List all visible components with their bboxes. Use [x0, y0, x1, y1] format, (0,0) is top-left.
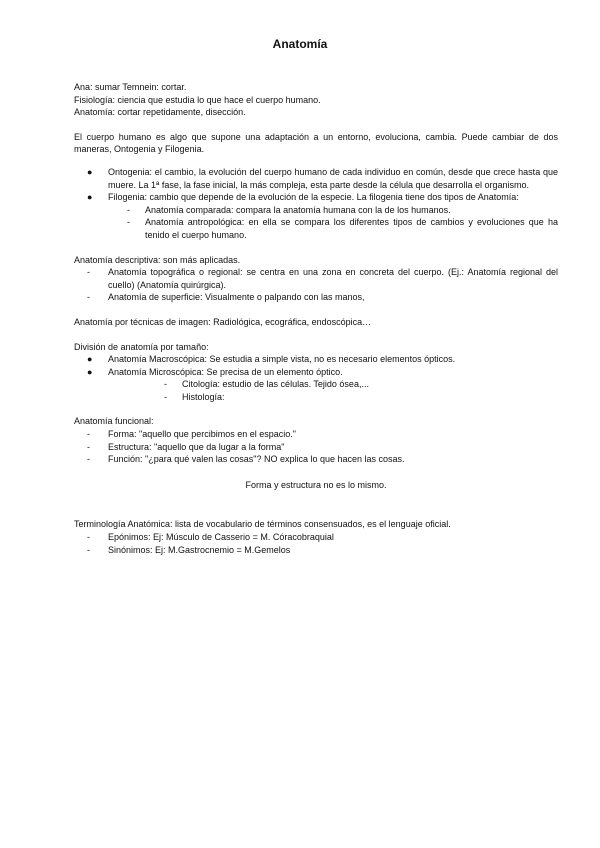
- dash-icon: -: [87, 532, 90, 543]
- dash-icon: -: [87, 441, 90, 452]
- list-item-text: Ontogenia: el cambio, la evolución del cuerpo humano de cada individuo en común, desde que crece hasta que muere. La 1ª fase, la fase inicial, la más compleja, esta parte desde la célula que desarrolla el organismo.: [108, 166, 558, 190]
- list-item: [74, 544, 558, 557]
- list-item: [74, 428, 558, 441]
- list-item: [74, 166, 558, 191]
- dash-icon: -: [127, 217, 130, 228]
- list-item: [74, 453, 558, 466]
- descriptiva-list: [74, 266, 558, 304]
- list-item-text: Anatomía Microscópica: Se precisa de un elemento óptico.: [108, 366, 343, 377]
- list-item: [74, 378, 558, 391]
- dash-icon: -: [87, 429, 90, 440]
- dash-icon: -: [87, 267, 90, 278]
- list-item-text: Epónimos: Ej: Músculo de Casserio = M. Córacobraquial: [108, 532, 334, 543]
- funcional-list: [74, 428, 558, 466]
- list-item: [74, 291, 558, 304]
- intro-line: Fisiología: ciencia que estudia lo que hace el cuerpo humano.: [74, 94, 321, 105]
- micro-sub-list: [74, 378, 558, 403]
- dash-icon: -: [164, 391, 167, 402]
- dash-icon: -: [87, 544, 90, 555]
- bullet-list: [74, 166, 558, 204]
- bullet-icon: ●: [87, 166, 93, 177]
- list-item-text: Anatomía Macroscópica: Se estudia a simple vista, no es necesario elementos ópticos.: [108, 354, 456, 365]
- intro-line: Anatomía: cortar repetidamente, disección.: [74, 107, 246, 118]
- bullet-icon: ●: [87, 354, 93, 365]
- section-heading: División de anatomía por tamaño:: [74, 341, 209, 352]
- list-item-text: Anatomía antropológica: en ella se compara los diferentes tipos de cambios y evoluciones que ha tenido el cuerpo humano.: [145, 217, 558, 240]
- section-heading: Anatomía funcional:: [74, 416, 154, 427]
- list-item: [74, 366, 558, 379]
- intro-line: Ana: sumar Temnein: cortar.: [74, 82, 187, 92]
- terminologia-list: [74, 531, 558, 556]
- intro-block: [74, 81, 558, 119]
- list-item-text: Anatomía de superficie: Visualmente o palpando con las manos,: [108, 292, 365, 303]
- list-item: [74, 353, 558, 366]
- list-item-text: Estructura: "aquello que da lugar a la forma": [108, 441, 285, 452]
- section-heading: Terminología Anatómica: lista de vocabulario de términos consensuados, es el lenguaje oficial.: [74, 519, 451, 530]
- list-item-text: Citología: estudio de las células. Tejido ósea,...: [182, 379, 369, 390]
- list-item: [74, 216, 558, 241]
- list-item: [74, 391, 558, 404]
- section-heading: Anatomía descriptiva: son más aplicadas.: [74, 254, 241, 265]
- document-body: [74, 81, 558, 556]
- tamano-list: [74, 353, 558, 378]
- list-item: [74, 191, 558, 204]
- list-item: [74, 441, 558, 454]
- list-item-text: Sinónimos: Ej: M.Gastrocnemio = M.Gemelos: [108, 544, 291, 555]
- section-heading: Anatomía por técnicas de imagen: Radiológica, ecográfica, endoscópica…: [74, 316, 372, 327]
- centered-note: Forma y estructura no es lo mismo.: [245, 479, 387, 490]
- dash-icon: -: [87, 454, 90, 465]
- list-item-text: Anatomía comparada: compara la anatomía humana con la de los humanos.: [145, 204, 451, 215]
- bullet-icon: ●: [87, 192, 93, 203]
- list-item-text: Filogenia: cambio que depende de la evolución de la especie. La filogenia tiene dos tipos de Anatomía:: [108, 192, 519, 203]
- list-item-text: Anatomía topográfica o regional: se centra en una zona en concreta del cuerpo. (Ej.: Anatomía regional del cuello) (Anatomía quirúrgica).: [108, 267, 558, 290]
- list-item-text: Histología:: [182, 391, 225, 402]
- bullet-icon: ●: [87, 366, 93, 377]
- dash-icon: -: [164, 379, 167, 390]
- sub-bullet-list: [74, 204, 558, 242]
- list-item: [74, 531, 558, 544]
- list-item-text: Función: "¿para qué valen las cosas"? NO explica lo que hacen las cosas.: [108, 454, 405, 465]
- dash-icon: -: [87, 292, 90, 303]
- paragraph-body: El cuerpo humano es algo que supone una adaptación a un entorno, evoluciona, cambia. Puede cambiar de dos maneras, Ontogenia y Filogenia.: [74, 131, 558, 155]
- list-item: [74, 204, 558, 217]
- list-item: [74, 266, 558, 291]
- page-title: Anatomía: [272, 37, 328, 51]
- list-item-text: Forma: "aquello que percibimos en el espacio.": [108, 429, 296, 440]
- dash-icon: -: [127, 204, 130, 215]
